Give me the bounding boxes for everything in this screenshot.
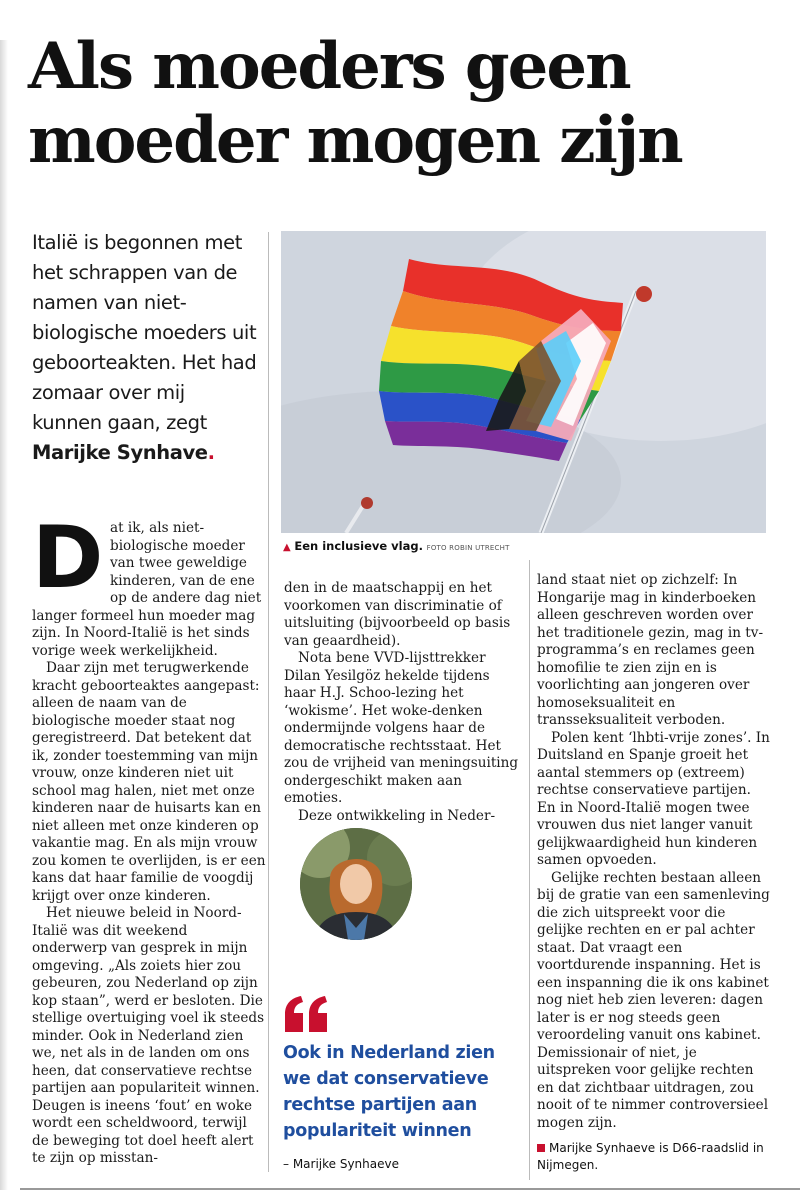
author-footnote (537, 1140, 777, 1174)
paragraph: Daar zijn met terugwerkende kracht geboorteaktes aangepast: alleen de naam van de biologische moeder staat nog geregistreerd. Dat betekent dat ik, zonder toestemming van mijn vrouw, onze kinderen niet uit school mag halen, niet met onze kinderen naar de huisarts kan en niet alleen met onze kinderen op vakantie mag. En als mijn vrouw zou komen te overlijden, is er een kans dat haar familie de voogdij krijgt over onze kinderen. (32, 660, 266, 904)
author-portrait (300, 828, 412, 940)
paragraph: Nota bene VVD-lijsttrekker Dilan Yesilgöz hekelde tijdens haar H.J. Schoo-lezing het ‘wokisme’. Het woke-denken ondermijnde volgens haar de democratische rechtsstaat. Het zou de vrijheid van meningsuiting ondergeschikt maken aan emoties. (284, 650, 519, 806)
paragraph: den in de maatschappij en het voorkomen van discriminatie of uitsluiting (bijvoorbeeld op basis van geaardheid). (284, 580, 511, 649)
pull-quote-author: – Marijke Synhaeve (283, 1157, 399, 1171)
footnote-square-icon (537, 1144, 545, 1152)
quote-icon (283, 996, 329, 1038)
article-column-2 (284, 580, 520, 825)
intro-end-dot: . (207, 441, 215, 464)
caption-triangle-icon: ▲ (283, 542, 291, 553)
paragraph: Polen kent ‘lhbti-vrije zones’. In Duitsland en Spanje groeit het aantal stemmers op (extreem) rechtse conservatieve partijen. En in Noord-Italië mogen twee vrouwen dus niet langer vanuit gelijkwaardigheid hun kinderen samen opvoeden. (537, 729, 770, 868)
paragraph: Gelijke rechten bestaan alleen bij de gratie van een samenleving die zich uitspreekt voor die gelijke rechten en er pal achter staat. Dat vraagt een voortdurende inspanning. Het is een inspanning die ik ons kabinet nog niet heb zien leveren: dagen later is er nog steeds geen veroordeling vanuit ons kabinet. Demissionair of niet, je uitspreken voor gelijke rechten en dat zichtbaar uitdragen, zou nooit of te nimmer controversieel mogen zijn. (537, 869, 770, 1131)
rainbow-flag-image (281, 231, 766, 533)
intro-author: Marijke Synhave (32, 441, 208, 464)
intro-body: Italië is begonnen met het schrappen van de namen van niet-biologische moeders uit geboorteakten. Het had zomaar over mij kunnen gaan, zegt (32, 231, 257, 434)
paragraph: Het nieuwe beleid in Noord-Italië was dit weekend onderwerp van gesprek in mijn omgeving. „Als zoiets hier zou gebeuren, zou Nederland op zijn kop staan”, werd er besloten. Die stellige overtuiging voel ik steeds minder. Ook in Nederland zien we, net als in de landen om ons heen, dat conservatieve rechtse partijen aan populariteit winnen. Deugen is ineens ‘fout’ en woke wordt een scheldwoord, terwijl de beweging tot doel heeft alert te zijn op misstan- (32, 905, 265, 1166)
photo-caption (283, 539, 768, 553)
drop-cap: D (32, 508, 104, 608)
footnote-text: Marijke Synhaeve is D66-raadslid in Nijmegen. (537, 1141, 764, 1172)
page-fold-shadow (0, 40, 8, 1190)
article-column-3 (537, 572, 773, 1132)
caption-label: Een inclusieve vlag. (294, 539, 423, 553)
flag-photo (281, 231, 766, 533)
article-column-1 (32, 508, 266, 1168)
intro-text (32, 228, 260, 468)
paragraph: at ik, als niet-biologische moeder van twee geweldige kinderen, van de ene op de andere dag niet langer formeel hun moeder mag zijn. In Noord-Italië is het sinds vorige week werkelijkheid. (32, 520, 262, 659)
headline: Als moeders geen moeder mogen zijn (28, 29, 682, 178)
paragraph: land staat niet op zichzelf: In Hongarije mag in kinderboeken alleen geschreven worden over het traditionele gezin, mag in tv-programma’s en reclames geen homofilie te zien zijn en is voorlichting aan jongeren over homoseksualiteit en transseksualiteit verboden. (537, 572, 764, 728)
pull-quote: Ook in Nederland zien we dat conservatieve rechtse partijen aan populariteit winnen (283, 1043, 495, 1141)
bottom-rule (20, 1188, 800, 1190)
column-divider-left (268, 232, 269, 1172)
paragraph: Deze ontwikkeling in Neder- (298, 807, 496, 824)
author-photo-image (300, 828, 412, 940)
photo-credit: FOTO ROBIN UTRECHT (426, 544, 510, 552)
column-divider-right (529, 560, 530, 1180)
